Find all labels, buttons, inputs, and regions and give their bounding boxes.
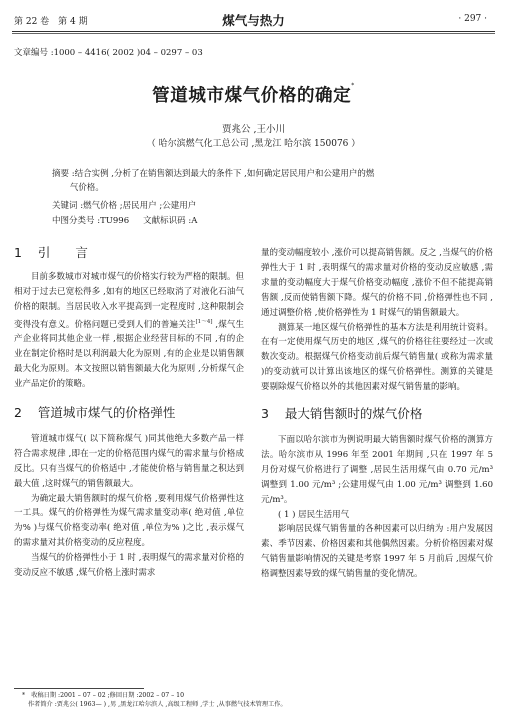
issue-info: 第 22 卷 第 4 期 bbox=[14, 17, 88, 27]
abstract-line-2: 气价格。 bbox=[69, 183, 104, 193]
classification bbox=[52, 214, 197, 226]
section-1-text-b: ,煤气生产企业将同其他企业一样 ,根据企业经营目标的不同 ,有的企业在制定价格时是以利润最大化为原则 ,有的企业是以销售额最大化为原则。本文按照以销售额最大化为原则 ,分析煤气企业产品定价的策略。 bbox=[14, 319, 244, 390]
affiliation: （ 哈尔滨燃气化工总公司 ,黑龙江 哈尔滨 150076 ） bbox=[146, 139, 361, 149]
section-3-title: 最大销售额时的煤气价格 bbox=[284, 406, 423, 422]
page-number: · 297 · bbox=[458, 14, 487, 24]
section-3-number: 3 bbox=[261, 406, 269, 422]
paper-title bbox=[0, 82, 507, 107]
right-column bbox=[261, 246, 493, 582]
section-2-paragraph-2: 为确定最大销售额时的煤气价格 ,要利用煤气价格弹性这一工具。煤气的价格弹性为煤气需求量变动率( 绝对值 ,单位为% )与煤气价格变动率( 绝对值 ,单位为% )之比 ,表示煤气的需求量对其价格变动的反应程度。 bbox=[14, 493, 244, 549]
section-1-text-a: 目前多数城市对城市煤气的价格实行较为严格的限制。但相对于过去已宽松得多 ,如有的地区已经取消了对液化石油气价格的限制。当居民收入水平提高到一定程度时 ,这种限制会变得没有意义。价格问题已受到人们的普遍关注 bbox=[14, 271, 244, 330]
left-column bbox=[14, 246, 244, 581]
keywords: 关键词 :燃气价格 ;居民用户 ;公建用户 bbox=[52, 201, 197, 211]
section-2-paragraph-3: 当煤气的价格弹性小于 1 时 ,表明煤气的需求量对价格的变动反应不敏感 ,煤气价格上涨时需求 bbox=[14, 553, 244, 579]
section-2-title: 管道城市煤气的价格弹性 bbox=[37, 404, 176, 420]
section-3-paragraph-1: 下面以哈尔滨市为例说明最大销售额时煤气价格的测算方法。哈尔滨市从 1996 年至 2001 年期间 ,只在 1997 年 5 月份对煤气价格进行了调整 ,居民生活用煤气由 0.70 元/m³ 调整到 1.00 元/m³ ;公建用煤气由 1.00 元/m³ 调整到 1.60 元/m³。 bbox=[261, 434, 493, 505]
header-rule-thin bbox=[12, 33, 495, 34]
section-1-title: 引 言 bbox=[37, 245, 88, 260]
footnote bbox=[22, 692, 482, 709]
journal-name: 煤气与热力 bbox=[222, 13, 285, 28]
section-2-number: 2 bbox=[14, 404, 22, 420]
paper-title-text: 管道城市煤气价格的确定 bbox=[152, 86, 352, 106]
section-1-heading bbox=[14, 246, 244, 261]
abstract-line-1: 摘要 :结合实例 ,分析了在销售额达到最大的条件下 ,如何确定居民用户和公建用户的燃 bbox=[52, 169, 375, 179]
footnote-received: * 收稿日期 :2001 – 07 – 02 ;修回日期 :2002 – 07 – 10 bbox=[22, 692, 185, 699]
clc-number: 中图分类号 :TU996 bbox=[52, 216, 130, 226]
section-1-paragraph bbox=[14, 270, 244, 392]
subsection-residential-paragraph: 影响居民煤气销售量的各种因素可以归纳为 :用户发展因素、季节因素、价格因素和其他偶然因素。分析价格因素对煤气销售量影响情况的关键是考察 1997 年 5 月前后 ,因煤气价格调整因素导致的煤气销售量的变化情况。 bbox=[261, 524, 493, 580]
continued-paragraph: 量的变动幅度较小 ,涨价可以提高销售额。反之 ,当煤气的价格弹性大于 1 时 ,表明煤气的需求量对价格的变动反应敏感 ,需求量的变动幅度大于煤气价格变动幅度 ,涨价不但不能提高销售额 ,反而使销售额下降。煤气的价格不同 ,价格弹性也不同 ,通过调整价格 ,使价格弹性为 1 时煤气的销售额最大。 bbox=[261, 248, 493, 318]
measurement-paragraph: 测算某一地区煤气价格弹性的基本方法是利用统计资料。在有一定使用煤气历史的地区 ,煤气的价格往往要经过一次或数次变动。根据煤气价格变动前后煤气销售量( 或称为需求量 )的变动就可以计算出该地区的煤气价格弹性。测算的关键是要剔除煤气价格以外的其他因素对煤气销售量的影响。 bbox=[261, 322, 493, 393]
footnote-rule bbox=[14, 688, 144, 689]
title-footnote-mark: * bbox=[351, 82, 355, 89]
section-1-number: 1 bbox=[14, 245, 22, 260]
footnote-author-bio: 作者简介 :贾兆公( 1963— ) ,男 ,黑龙江哈尔滨人 ,高级工程师 ,学士 ,从事燃气技术管理工作。 bbox=[28, 700, 287, 708]
authors: 贾兆公 ,王小川 bbox=[221, 124, 286, 135]
section-2-heading bbox=[14, 406, 244, 421]
article-number: 文章编号 :1000 – 4416( 2002 )04 – 0297 – 03 bbox=[14, 48, 203, 58]
header-rule bbox=[12, 31, 495, 32]
subsection-residential-heading: ( 1 ) 居民生活用气 bbox=[278, 509, 350, 520]
citation: [1～4] bbox=[195, 318, 213, 325]
section-2-paragraph-1: 管道城市煤气( 以下简称煤气 )同其他绝大多数产品一样符合需求规律 ,即在一定的价格范围内煤气的需求量与价格成反比。只有当煤气的价格适中 ,才能使价格与销售量之积达到最大值 ,这时煤气的销售额最大。 bbox=[14, 433, 244, 489]
section-3-heading bbox=[261, 407, 493, 422]
abstract bbox=[52, 167, 452, 195]
document-code: 文献标识码 :A bbox=[143, 216, 198, 226]
